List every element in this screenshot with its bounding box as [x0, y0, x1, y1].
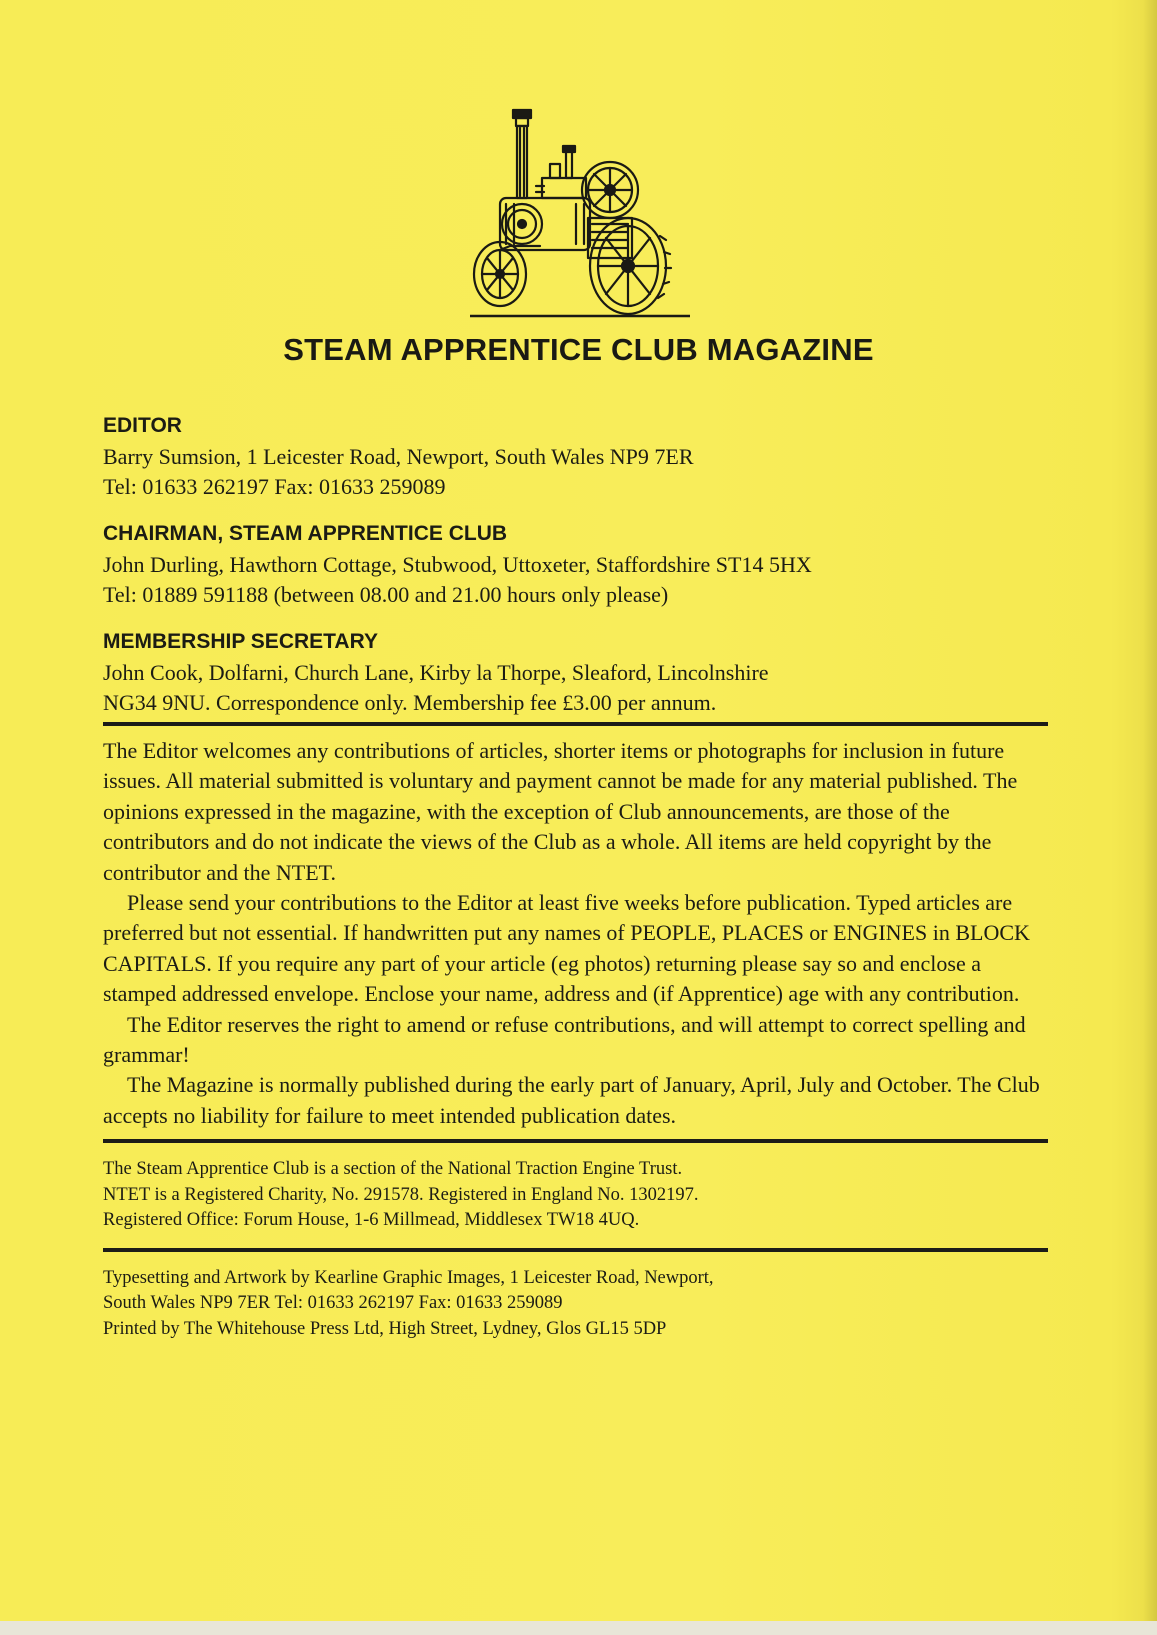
legal-line: NTET is a Registered Charity, No. 291578. Registered in England No. 1302197.: [103, 1184, 699, 1205]
contact-line: NG34 9NU. Correspondence only. Membership fee £3.00 per annum.: [103, 690, 717, 715]
legal-line: Registered Office: Forum House, 1-6 Millmead, Middlesex TW18 4UQ.: [103, 1210, 640, 1231]
contact-line: Barry Sumsion, 1 Leicester Road, Newport, South Wales NP9 7ER: [103, 444, 694, 469]
contact-section-chairman: [103, 520, 1048, 610]
scan-bottom-edge: [0, 1621, 1157, 1635]
print-credits: [103, 1252, 1048, 1343]
credits-line: Printed by The Whitehouse Press Ltd, High Street, Lydney, Glos GL15 5DP: [103, 1318, 667, 1339]
notice-paragraph: The Magazine is normally published during the early part of January, April, July and October. The Club accepts no liability for failure to meet intended publication dates.: [103, 1072, 1040, 1128]
page-edge-shadow: [1143, 0, 1157, 1635]
content-area: [103, 412, 1048, 1342]
legal-notice: [103, 1143, 1048, 1248]
traction-engine-icon: [470, 106, 690, 328]
magazine-title: STEAM APPRENTICE CLUB MAGAZINE: [283, 332, 874, 367]
section-heading: MEMBERSHIP SECRETARY: [103, 630, 378, 653]
credits-line: Typesetting and Artwork by Kearline Graphic Images, 1 Leicester Road, Newport,: [103, 1267, 714, 1288]
credits-line: South Wales NP9 7ER Tel: 01633 262197 Fax: 01633 259089: [103, 1293, 563, 1314]
notice-paragraph: Please send your contributions to the Editor at least five weeks before publication. Typed articles are preferred but not essential. If handwritten put any names of PEOPLE, PLACES or ENGINES in BLOCK CAPITALS. If you require any part of your article (eg photos) returning please say so and enclose a stamped addressed envelope. Enclose your name, address and (if Apprentice) age with any contribution.: [103, 890, 1030, 1007]
section-heading: EDITOR: [103, 414, 182, 437]
notice-paragraph: The Editor welcomes any contributions of articles, shorter items or photographs for inclusion in future issues. All material submitted is voluntary and payment cannot be made for any material published. The opinions expressed in the magazine, with the exception of Club announcements, are those of the contributors and do not indicate the views of the Club as a whole. All items are held copyright by the contributor and the NTET.: [103, 738, 1018, 885]
contact-line: Tel: 01889 591188 (between 08.00 and 21.00 hours only please): [103, 582, 669, 607]
notice-paragraph: The Editor reserves the right to amend or refuse contributions, and will attempt to correct spelling and grammar!: [103, 1011, 1026, 1068]
contact-section-editor: [103, 412, 1048, 502]
section-heading: CHAIRMAN, STEAM APPRENTICE CLUB: [103, 522, 508, 545]
contact-line: John Cook, Dolfarni, Church Lane, Kirby la Thorpe, Sleaford, Lincolnshire: [103, 660, 769, 685]
contact-section-membership: [103, 628, 1048, 718]
contact-line: Tel: 01633 262197 Fax: 01633 259089: [103, 474, 446, 499]
contact-line: John Durling, Hawthorn Cottage, Stubwood, Uttoxeter, Staffordshire ST14 5HX: [103, 552, 812, 577]
editor-notice: [103, 726, 1048, 1139]
legal-line: The Steam Apprentice Club is a section of the National Traction Engine Trust.: [103, 1159, 683, 1180]
